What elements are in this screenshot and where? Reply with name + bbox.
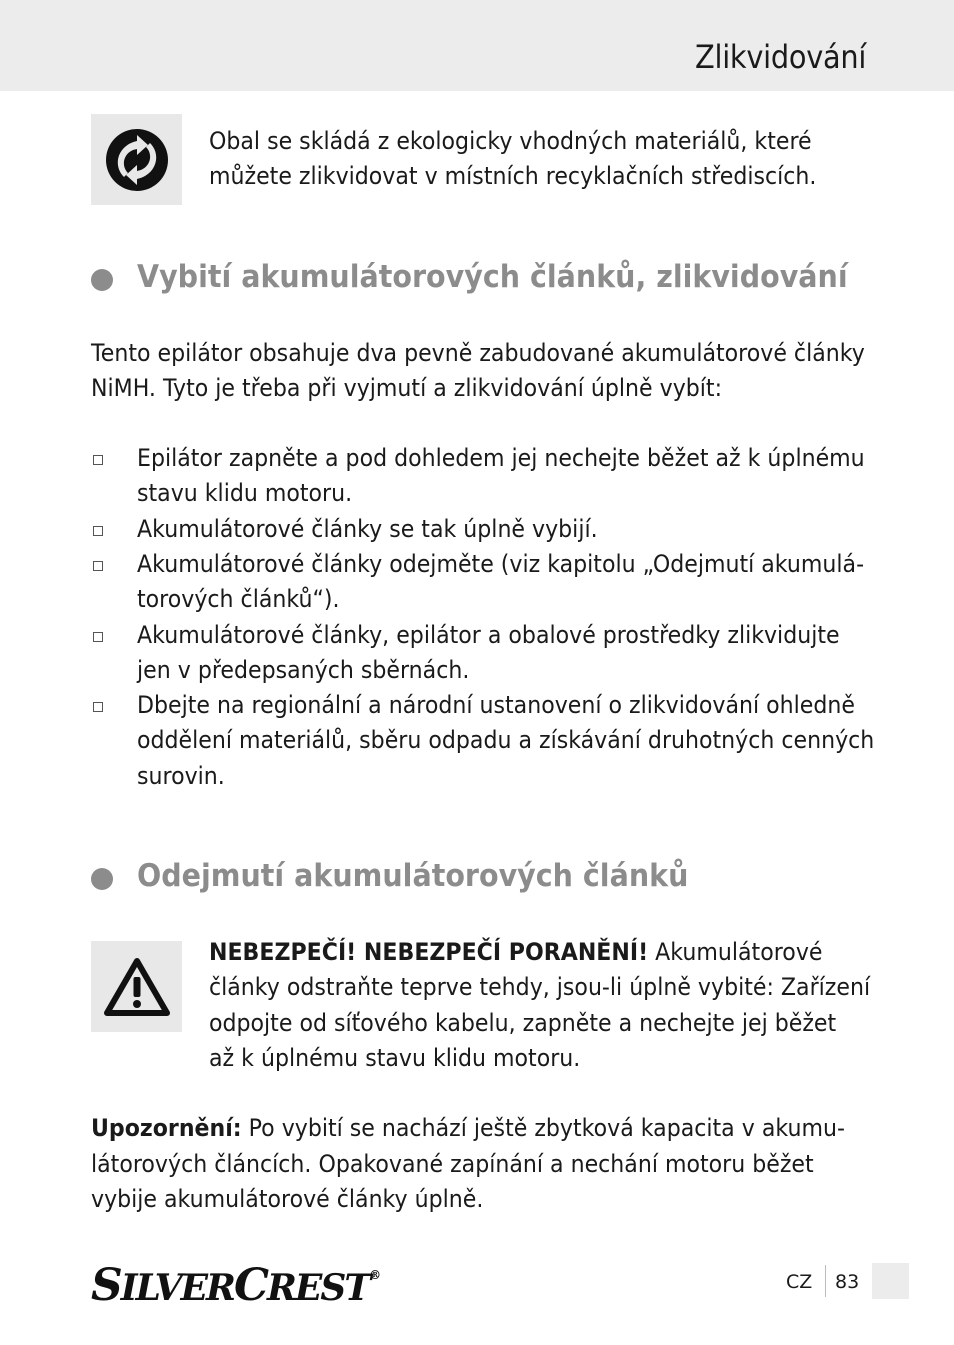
footer-divider (825, 1265, 826, 1297)
page-title: Zlikvidování (694, 38, 866, 76)
page-number: 83 (835, 1271, 860, 1293)
recycle-line-1: Obal se skládá z ekologicky vhodných materiálů, které (209, 127, 812, 155)
recycle-line-2: můžete zlikvidovat v místních recyklačních střediscích. (209, 162, 817, 190)
note-label: Upozornění: (91, 1114, 242, 1142)
note-line-1 (91, 1111, 845, 1146)
list-item-line: Dbejte na regionální a národní ustanovení o zlikvidování ohledně (137, 691, 855, 719)
warning-line-3: odpojte od síťového kabelu, zapněte a nechejte jej běžet (209, 1009, 837, 1037)
intro-line-2: NiMH. Tyto je třeba při vyjmutí a zlikvidování úplně vybít: (91, 374, 723, 402)
list-item-line: Epilátor zapněte a pod dohledem jej nechejte běžet až k úplnému (137, 444, 865, 472)
note-text: Po vybití se nachází ještě zbytková kapacita v akumu- (241, 1114, 845, 1142)
footer-tab (872, 1263, 909, 1299)
warning-text: Akumulátorové (648, 938, 823, 966)
green-dot-recycle-icon (104, 127, 170, 193)
heading-bullet (91, 868, 113, 890)
list-item-line: jen v předepsaných sběrnách. (137, 656, 470, 684)
heading-bullet (91, 269, 113, 291)
section-heading-removal: Odejmutí akumulátorových článků (137, 858, 689, 894)
note-line-3: vybije akumulátorové články úplně. (91, 1185, 484, 1213)
warning-triangle-icon (103, 957, 171, 1017)
language-code: CZ (786, 1271, 813, 1293)
list-item-line: oddělení materiálů, sběru odpadu a získávání druhotných cenných (137, 726, 875, 754)
checkbox-bullet-icon (93, 702, 103, 712)
section-heading-discharge: Vybití akumulátorových článků, zlikvidování (137, 259, 848, 295)
warning-icon-box (91, 941, 182, 1032)
checkbox-bullet-icon (93, 561, 103, 571)
silvercrest-logo: SILVERCREST® (91, 1260, 382, 1311)
checkbox-bullet-icon (93, 455, 103, 465)
list-item-line: stavu klidu motoru. (137, 479, 353, 507)
list-item-line: torových článků“). (137, 585, 340, 613)
checkbox-bullet-icon (93, 526, 103, 536)
list-item-line: Akumulátorové články, epilátor a obalové prostředky zlikvidujte (137, 621, 840, 649)
warning-line-4: až k úplnému stavu klidu motoru. (209, 1044, 581, 1072)
warning-line-1 (209, 935, 822, 970)
checkbox-bullet-icon (93, 632, 103, 642)
note-line-2: látorových článcích. Opakované zapínání a nechání motoru běžet (91, 1150, 814, 1178)
recycle-icon-box (91, 114, 182, 205)
intro-line-1: Tento epilátor obsahuje dva pevně zabudované akumulátorové články (91, 339, 865, 367)
list-item-line: surovin. (137, 762, 225, 790)
warning-label: NEBEZPEČÍ! NEBEZPEČÍ PORANĚNÍ! (209, 938, 649, 966)
list-item-line: Akumulátorové články se tak úplně vybijí. (137, 515, 598, 543)
warning-line-2: články odstraňte teprve tehdy, jsou-li úplně vybité: Zařízení (209, 973, 871, 1001)
list-item-line: Akumulátorové články odejměte (viz kapitolu „Odejmutí akumulá- (137, 550, 865, 578)
